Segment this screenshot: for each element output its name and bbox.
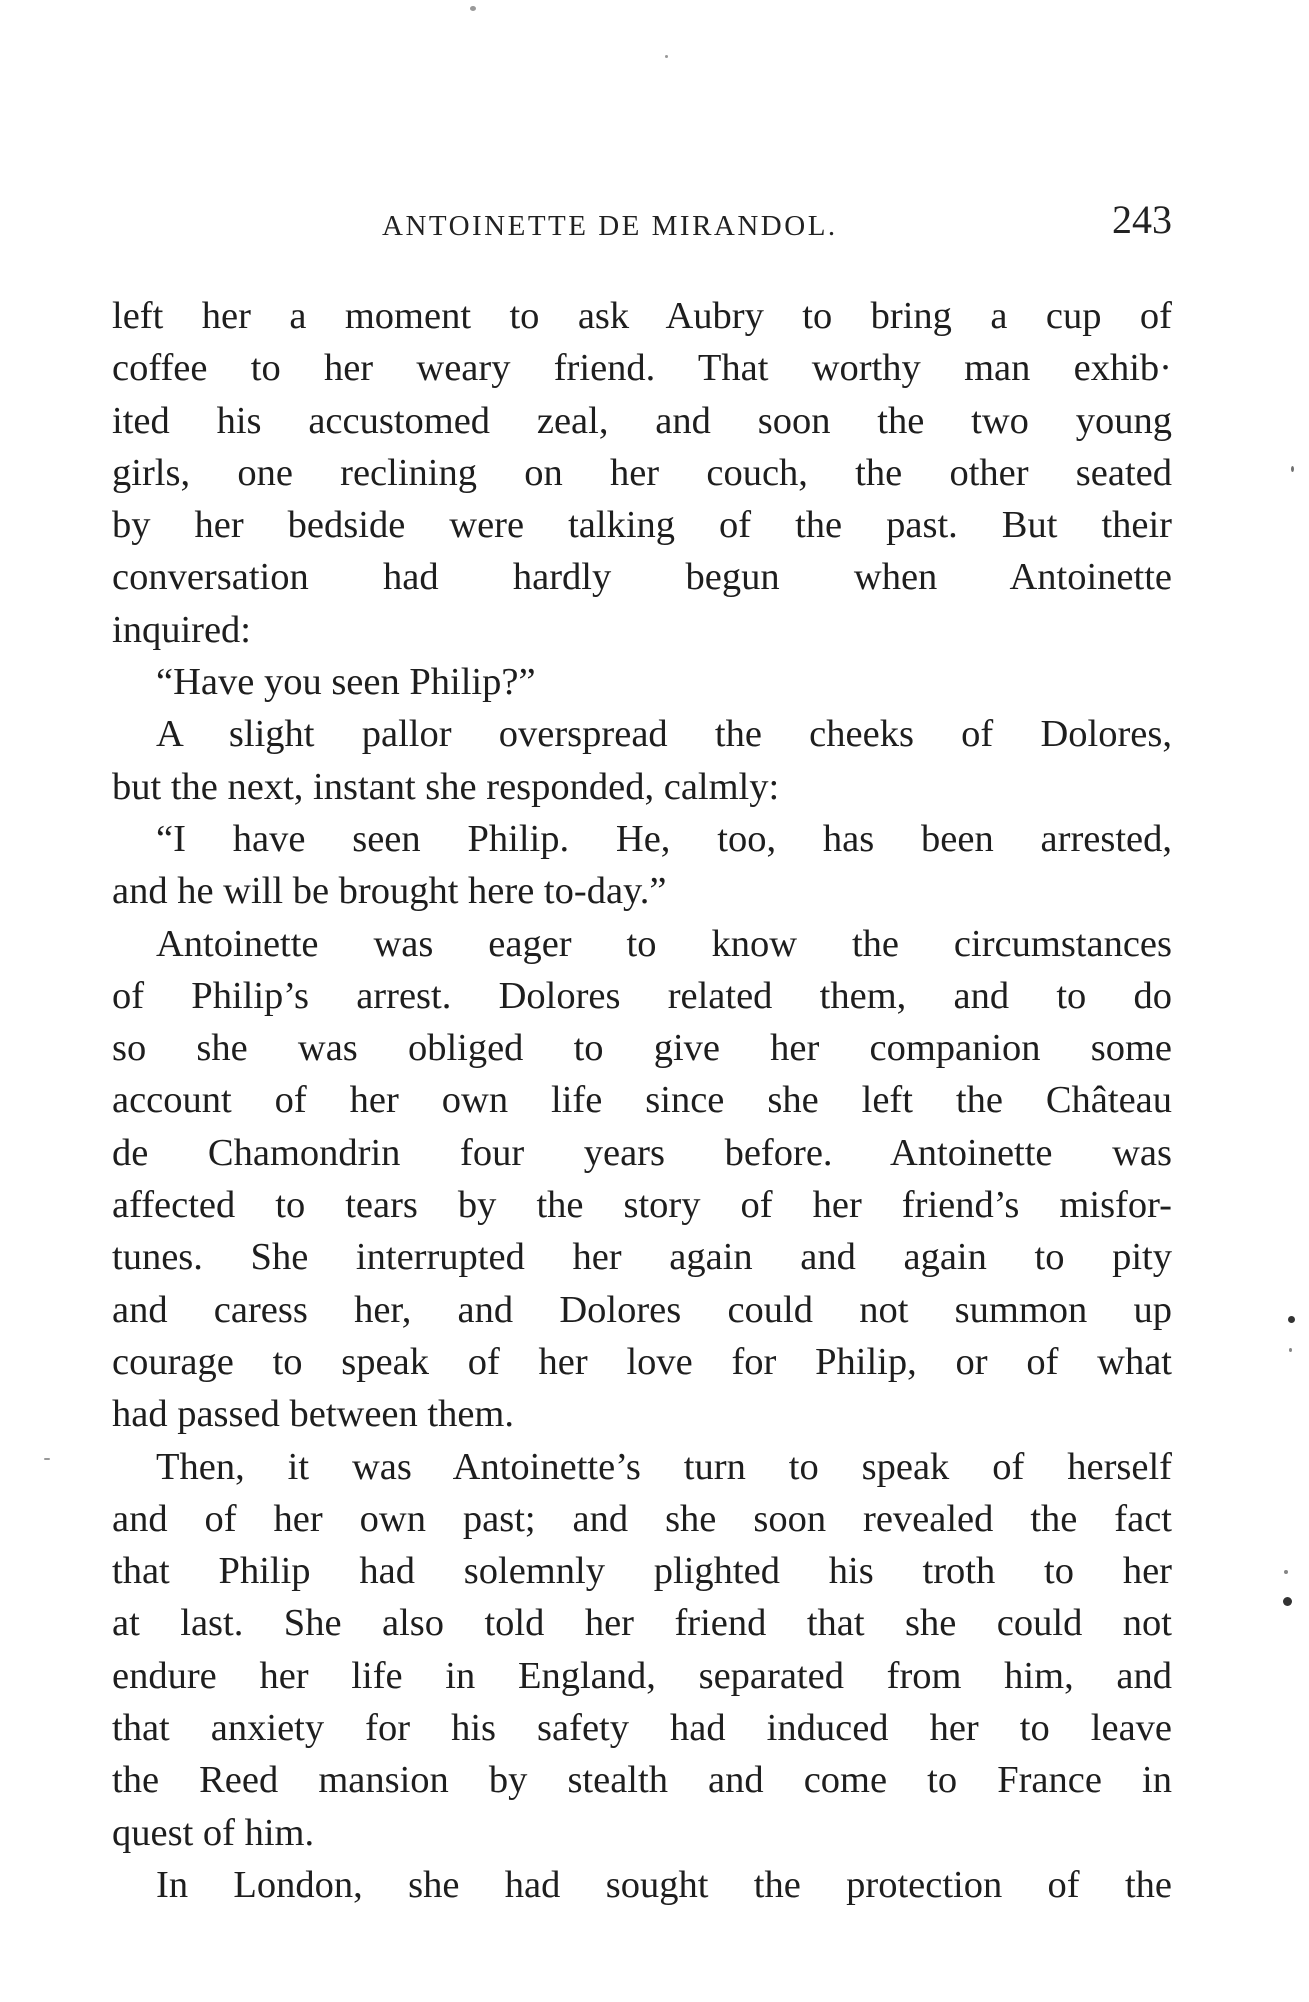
text-line: had passed between them. [112, 1393, 514, 1436]
page-number: 243 [1112, 197, 1172, 242]
text-line: affected to tears by the story of her friend’s misfor- [112, 1184, 1172, 1227]
text-line: endure her life in England, separated from him, and [112, 1654, 1172, 1697]
text-line: account of her own life since she left the Château [112, 1079, 1172, 1122]
text-line: ited his accustomed zeal, and soon the two young [112, 399, 1172, 442]
text-line: girls, one reclining on her couch, the other seated [112, 451, 1172, 494]
scan-speck [1291, 466, 1294, 472]
running-title: ANTOINETTE DE MIRANDOL. [382, 210, 838, 242]
text-line: and caress her, and Dolores could not summon up [112, 1288, 1172, 1331]
scan-speck [1283, 1597, 1292, 1606]
scan-speck [1284, 1570, 1288, 1574]
text-line: that Philip had solemnly plighted his troth to her [112, 1550, 1172, 1593]
scan-speck [470, 6, 476, 11]
text-line: of Philip’s arrest. Dolores related them, and to do [112, 974, 1172, 1017]
text-line: and of her own past; and she soon revealed the fact [112, 1497, 1172, 1540]
text-line: at last. She also told her friend that she could not [112, 1602, 1172, 1645]
text-line: and he will be brought here to-day.” [112, 870, 667, 913]
page-header [112, 196, 1172, 246]
text-line: the Reed mansion by stealth and come to France in [112, 1759, 1172, 1802]
text-line: Antoinette was eager to know the circumstances [156, 922, 1172, 965]
text-line: de Chamondrin four years before. Antoinette was [112, 1131, 1172, 1174]
text-line: but the next, instant she responded, calmly: [112, 765, 780, 808]
text-line: A slight pallor overspread the cheeks of Dolores, [156, 713, 1172, 756]
text-line: by her bedside were talking of the past. But their [112, 504, 1172, 547]
text-line: quest of him. [112, 1811, 315, 1854]
text-line: that anxiety for his safety had induced her to leave [112, 1707, 1172, 1750]
text-line: coffee to her weary friend. That worthy man exhib· [112, 347, 1172, 390]
scan-speck [1288, 1316, 1295, 1323]
text-line: “Have you seen Philip?” [156, 661, 536, 704]
body-text [112, 290, 1172, 1911]
scan-speck [44, 1458, 50, 1460]
scan-speck [665, 55, 668, 58]
text-line: courage to speak of her love for Philip, or of what [112, 1340, 1172, 1383]
text-line: left her a moment to ask Aubry to bring a cup of [112, 295, 1172, 337]
text-line: inquired: [112, 608, 251, 651]
text-line: “I have seen Philip. He, too, has been arrested, [156, 817, 1172, 860]
text-line: so she was obliged to give her companion some [112, 1027, 1172, 1070]
text-line: Then, it was Antoinette’s turn to speak of herself [156, 1445, 1172, 1488]
scan-speck [1289, 1348, 1292, 1352]
text-line: conversation had hardly begun when Antoinette [112, 556, 1172, 599]
text-line: tunes. She interrupted her again and again to pity [112, 1236, 1172, 1279]
text-line: In London, she had sought the protection of the [156, 1863, 1172, 1906]
